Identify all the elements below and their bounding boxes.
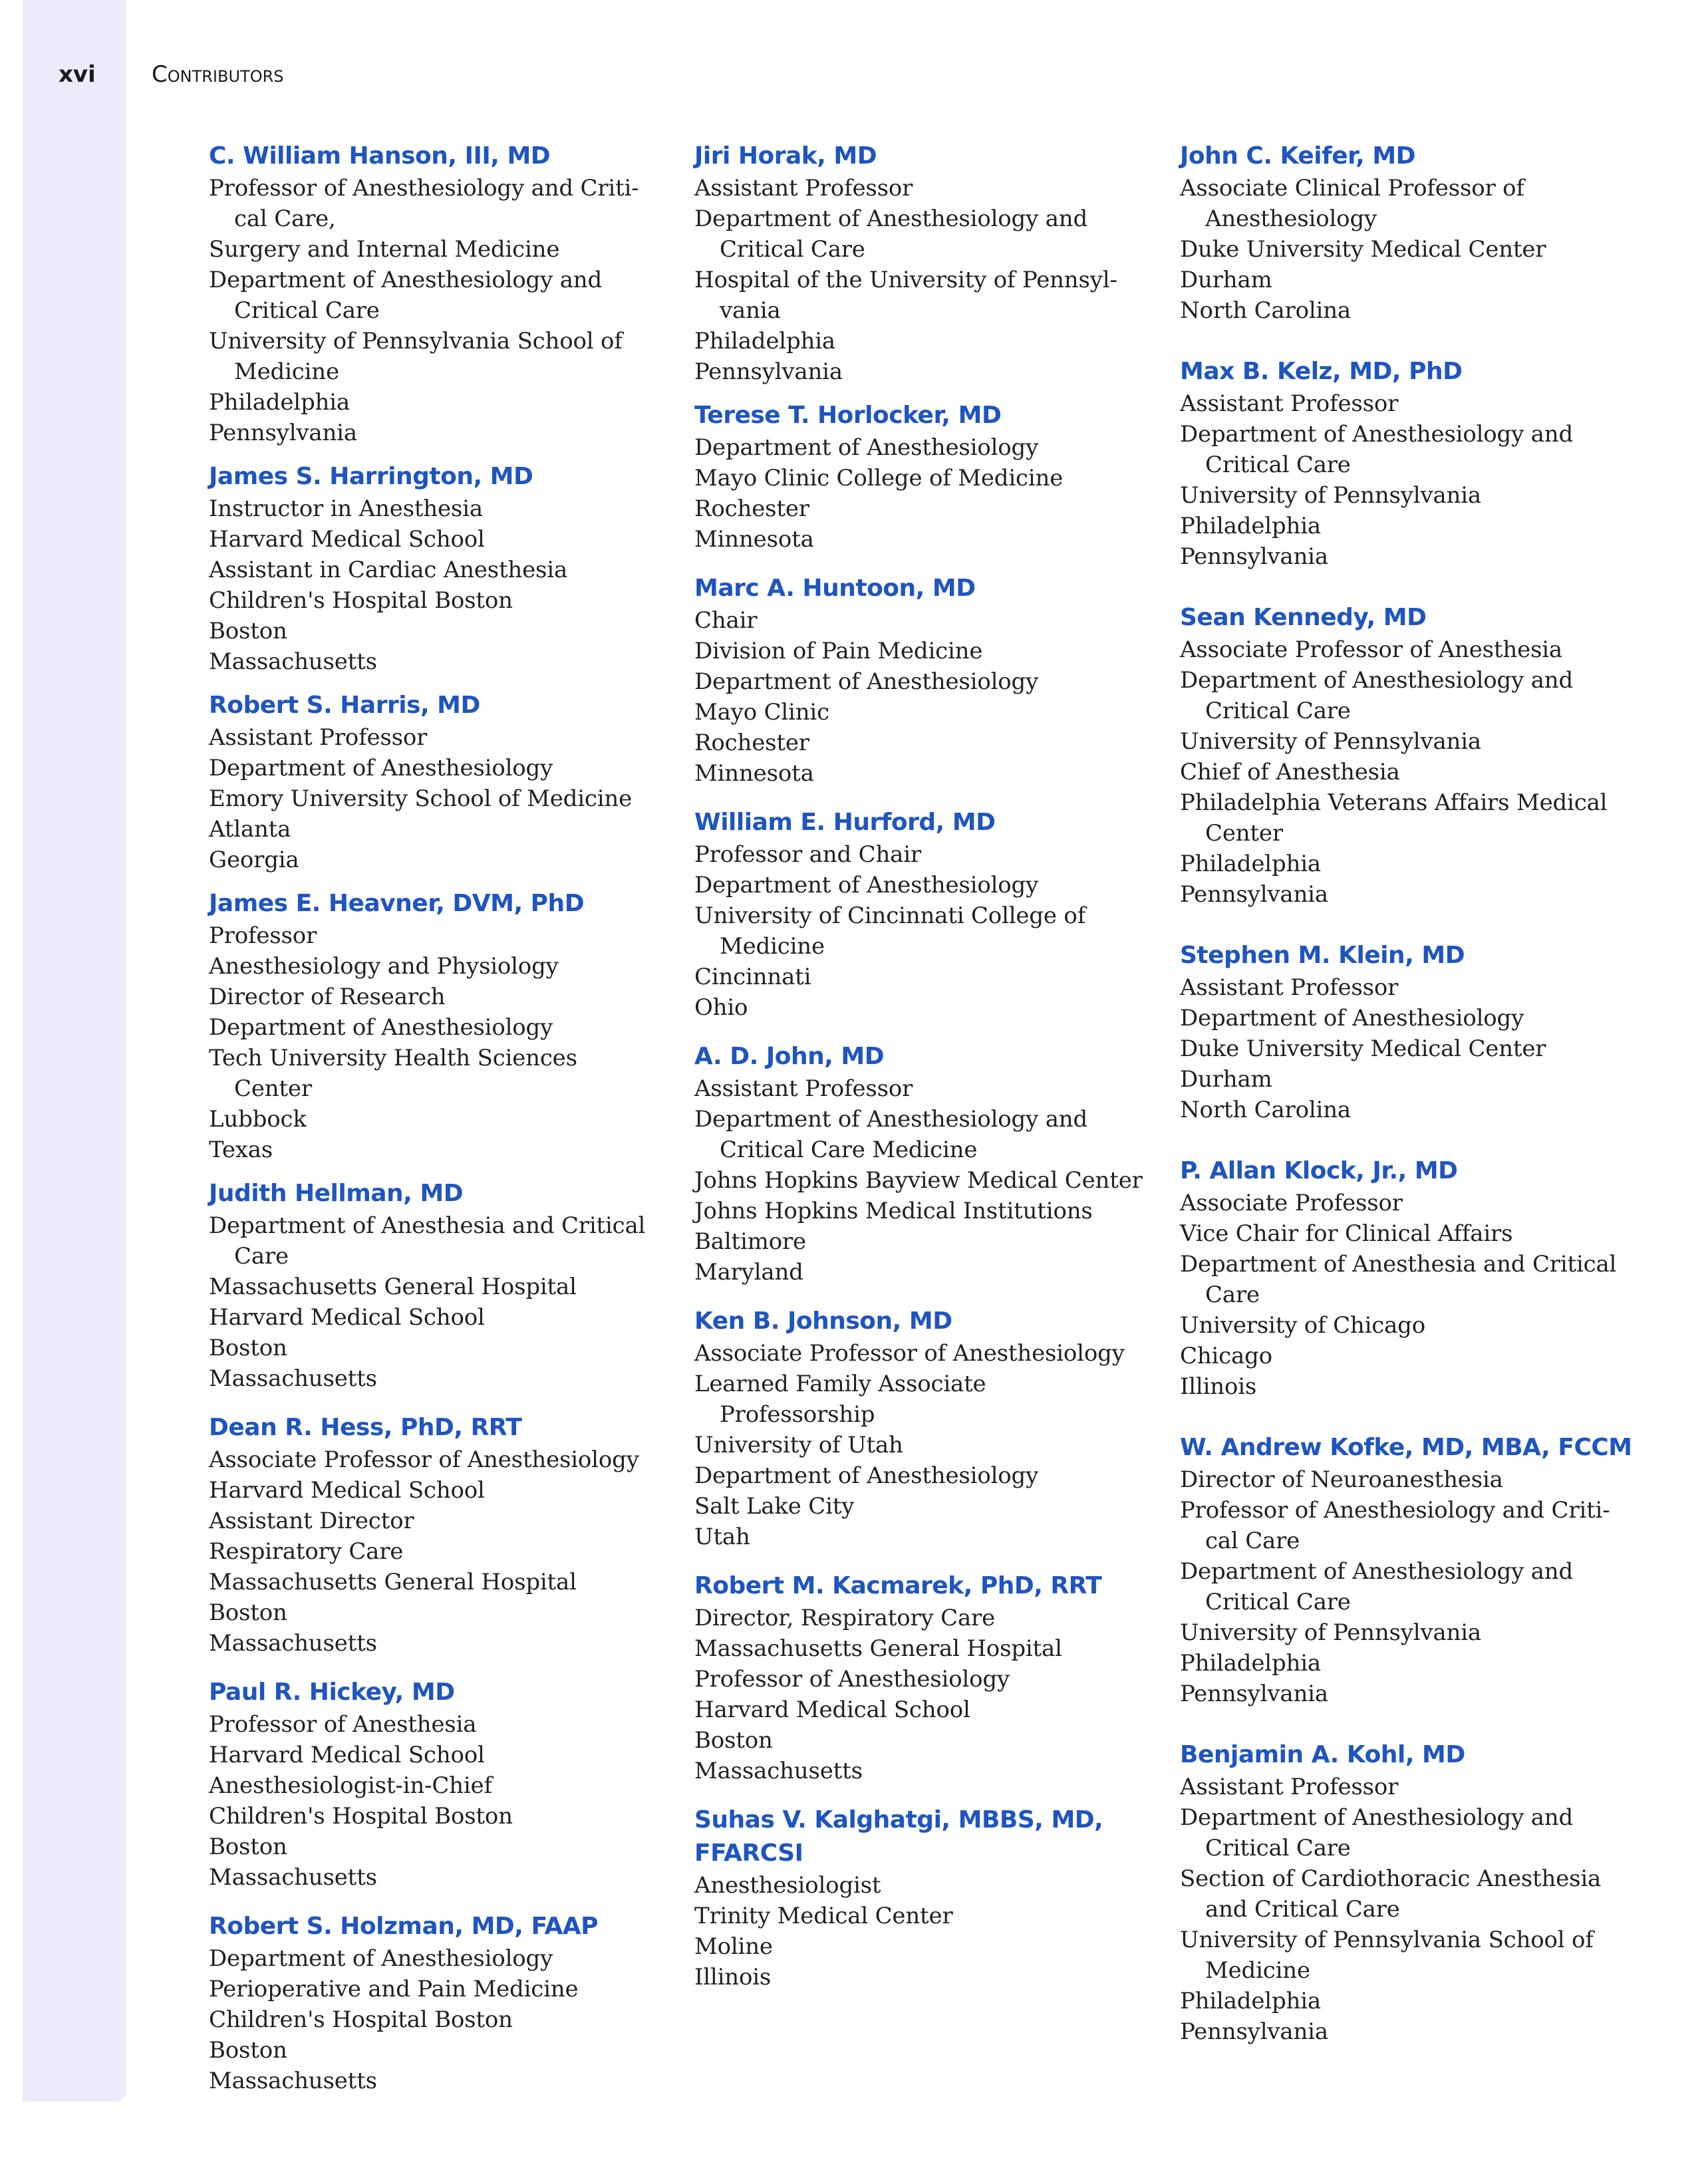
affiliation-line: Boston: [209, 1834, 287, 1860]
affiliation-line: Pennsylvania: [1180, 1681, 1328, 1707]
contributor-entry: [694, 1305, 1147, 1552]
contributor-name: Marc A. Huntoon, MD: [694, 575, 976, 602]
affiliation-line: Duke University Medical Center: [1180, 1035, 1546, 1062]
contributor-name: Benjamin A. Kohl, MD: [1180, 1741, 1465, 1768]
affiliation-line: Department of Anesthesia and Critical Care: [1180, 1251, 1617, 1308]
contributor-name: Jiri Horak, MD: [694, 142, 877, 170]
affiliation-line: Assistant in Cardiac Anesthesia: [209, 557, 568, 583]
affiliation-line: Chicago: [1180, 1343, 1272, 1369]
contributor-name: P. Allan Klock, Jr., MD: [1180, 1157, 1458, 1184]
affiliation-line: Tech University Health Sciences Center: [209, 1045, 577, 1102]
contributor-entry: [1180, 1431, 1632, 1709]
contributor-name: Max B. Kelz, MD, PhD: [1180, 358, 1463, 385]
contributor-name: James E. Heavner, DVM, PhD: [209, 890, 585, 917]
affiliation-line: Harvard Medical School: [209, 1742, 485, 1768]
affiliation-line: Assistant Professor: [1180, 974, 1399, 1001]
affiliation-line: Harvard Medical School: [209, 1477, 485, 1504]
affiliation-line: Assistant Professor: [209, 724, 428, 751]
affiliation-line: Children's Hospital Boston: [209, 587, 513, 614]
affiliation-line: Department of Anesthesiology and Critical Care: [1180, 421, 1574, 478]
affiliation-line: Assistant Professor: [1180, 1774, 1399, 1800]
affiliation-line: Vice Chair for Clinical Affairs: [1180, 1220, 1513, 1247]
affiliation-line: Baltimore: [694, 1228, 806, 1255]
affiliation-line: Philadelphia: [1180, 1988, 1321, 2014]
page-number: xvi: [59, 61, 96, 88]
affiliation-line: Boston: [209, 618, 287, 644]
affiliation-line: Department of Anesthesiology and Critical Care: [1180, 1804, 1574, 1861]
affiliation-line: Massachusetts General Hospital: [209, 1569, 577, 1595]
affiliation-line: University of Pennsylvania School of Medicine: [1180, 1927, 1594, 1984]
contributor-entry: [1180, 355, 1632, 572]
affiliation-line: Durham: [1180, 267, 1272, 293]
contributor-name: Sean Kennedy, MD: [1180, 604, 1427, 631]
affiliation-line: Pennsylvania: [1180, 2018, 1328, 2045]
affiliation-line: Director of Neuroanesthesia: [1180, 1466, 1503, 1493]
affiliation-line: Boston: [209, 2037, 287, 2064]
affiliation-line: Anesthesiology and Physiology: [209, 953, 559, 980]
affiliation-line: Department of Anesthesiology: [209, 755, 553, 781]
affiliation-line: Cincinnati: [694, 964, 811, 990]
affiliation-line: Mayo Clinic College of Medicine: [694, 465, 1064, 491]
affiliation-line: Philadelphia: [1180, 513, 1321, 539]
contributor-entry: [209, 460, 661, 677]
affiliation-line: Professor: [209, 922, 317, 949]
contributor-entry: [1180, 601, 1632, 910]
affiliation-line: Anesthesiologist: [694, 1872, 881, 1899]
affiliation-line: Department of Anesthesiology and Critical Care: [694, 205, 1088, 263]
affiliation-line: Texas: [209, 1137, 273, 1163]
affiliation-line: University of Chicago: [1180, 1312, 1426, 1339]
affiliation-line: Boston: [694, 1727, 773, 1754]
contributor-entry: [1180, 939, 1632, 1125]
affiliation-line: Minnesota: [694, 526, 814, 553]
contributor-column-2: [694, 140, 1147, 1992]
affiliation-line: Professor of Anesthesiology and Criti-cal Care,: [209, 175, 639, 232]
affiliation-line: Philadelphia: [694, 328, 835, 354]
contributor-name: William E. Hurford, MD: [694, 809, 996, 836]
affiliation-line: Division of Pain Medicine: [694, 638, 983, 664]
affiliation-line: Associate Professor: [1180, 1190, 1403, 1216]
affiliation-line: Assistant Director: [209, 1508, 414, 1534]
affiliation-line: University of Pennsylvania: [1180, 728, 1481, 755]
contributor-name: Ken B. Johnson, MD: [694, 1307, 952, 1335]
affiliation-line: Harvard Medical School: [694, 1697, 970, 1723]
affiliation-line: Associate Professor of Anesthesiology: [209, 1446, 639, 1473]
affiliation-line: Associate Professor of Anesthesia: [1180, 636, 1562, 663]
affiliation-line: Chief of Anesthesia: [1180, 759, 1400, 785]
contributor-name: W. Andrew Kofke, MD, MBA, FCCM: [1180, 1434, 1632, 1461]
contributor-entry: [1180, 1155, 1632, 1402]
affiliation-line: University of Pennsylvania: [1180, 482, 1481, 509]
contributor-column-3: [1180, 140, 1632, 2047]
affiliation-line: Pennsylvania: [1180, 881, 1328, 908]
contributor-name: John C. Keifer, MD: [1180, 142, 1416, 170]
affiliation-line: Pennsylvania: [1180, 543, 1328, 570]
affiliation-line: University of Utah: [694, 1432, 903, 1458]
affiliation-line: Director, Respiratory Care: [694, 1605, 996, 1631]
affiliation-line: Chair: [694, 607, 758, 634]
affiliation-line: Department of Anesthesiology: [694, 434, 1039, 461]
affiliation-line: Mayo Clinic: [694, 699, 829, 726]
contributor-entry: [209, 1910, 661, 2096]
affiliation-line: Trinity Medical Center: [694, 1903, 953, 1929]
affiliation-line: Emory University School of Medicine: [209, 785, 633, 812]
contributor-name: C. William Hanson, III, MD: [209, 142, 551, 170]
affiliation-line: Professor of Anesthesia: [209, 1711, 477, 1738]
affiliation-line: Assistant Professor: [1180, 390, 1399, 417]
affiliation-line: Department of Anesthesiology and Critical Care Medicine: [694, 1106, 1088, 1163]
affiliation-line: Philadelphia: [209, 389, 350, 416]
affiliation-line: Rochester: [694, 730, 809, 756]
affiliation-line: Moline: [694, 1933, 773, 1960]
contributor-entry: [694, 1040, 1147, 1288]
affiliation-line: Salt Lake City: [694, 1493, 855, 1520]
affiliation-line: Massachusetts: [209, 2068, 377, 2094]
affiliation-line: Johns Hopkins Bayview Medical Center: [694, 1167, 1143, 1194]
affiliation-line: Professor of Anesthesiology: [694, 1666, 1010, 1693]
affiliation-line: Johns Hopkins Medical Institutions: [694, 1198, 1093, 1224]
affiliation-line: Surgery and Internal Medicine: [209, 236, 560, 263]
affiliation-line: Harvard Medical School: [209, 1304, 485, 1331]
affiliation-line: Department of Anesthesiology: [209, 1014, 553, 1041]
contributor-entry: [694, 1570, 1147, 1786]
affiliation-line: Department of Anesthesiology and Critical Care: [1180, 1558, 1574, 1615]
affiliation-line: Illinois: [1180, 1373, 1257, 1400]
affiliation-line: Boston: [209, 1599, 287, 1626]
affiliation-line: Duke University Medical Center: [1180, 236, 1546, 263]
affiliation-line: Department of Anesthesiology: [694, 872, 1039, 898]
contributor-entry: [694, 399, 1147, 555]
affiliation-line: Assistant Professor: [694, 175, 913, 202]
affiliation-line: Utah: [694, 1524, 750, 1550]
affiliation-line: Philadelphia: [1180, 851, 1321, 877]
contributor-entry: [209, 1177, 661, 1394]
affiliation-line: Hospital of the University of Pennsyl-vania: [694, 267, 1117, 324]
affiliation-line: Philadelphia: [1180, 1650, 1321, 1677]
contributor-entry: [694, 806, 1147, 1023]
contributor-entry: [209, 1411, 661, 1659]
affiliation-line: Director of Research: [209, 984, 446, 1010]
affiliation-line: Department of Anesthesiology: [694, 1462, 1039, 1489]
contributor-name: James S. Harrington, MD: [209, 463, 533, 490]
affiliation-line: Minnesota: [694, 760, 814, 787]
contributor-name: Robert S. Harris, MD: [209, 692, 480, 719]
side-band: [23, 0, 126, 2102]
contributor-name: Stephen M. Klein, MD: [1180, 942, 1465, 969]
affiliation-line: Children's Hospital Boston: [209, 2006, 513, 2033]
contributor-entry: [694, 1804, 1147, 1992]
affiliation-line: Illinois: [694, 1964, 772, 1990]
affiliation-line: Pennsylvania: [209, 420, 357, 446]
affiliation-line: Massachusetts: [694, 1758, 863, 1784]
contributor-entry: [1180, 1738, 1632, 2047]
affiliation-line: Anesthesiologist-in-Chief: [209, 1772, 492, 1799]
affiliation-line: Rochester: [694, 495, 809, 522]
affiliation-line: Department of Anesthesiology and Critical Care: [1180, 667, 1574, 724]
contributor-entry: [209, 689, 661, 875]
contributor-name: Paul R. Hickey, MD: [209, 1679, 455, 1706]
affiliation-line: Harvard Medical School: [209, 526, 485, 553]
contributor-entry: [694, 140, 1147, 387]
affiliation-line: Department of Anesthesiology and Critical Care: [209, 267, 603, 324]
affiliation-line: Children's Hospital Boston: [209, 1803, 513, 1830]
affiliation-line: Georgia: [209, 847, 299, 873]
affiliation-line: Section of Cardiothoracic Anesthesia and Critical Care: [1180, 1865, 1602, 1923]
contributor-name: Robert M. Kacmarek, PhD, RRT: [694, 1572, 1102, 1599]
affiliation-line: Associate Clinical Professor of Anesthesiology: [1180, 175, 1524, 232]
affiliation-line: Philadelphia Veterans Affairs Medical Center: [1180, 789, 1608, 847]
affiliation-line: Lubbock: [209, 1106, 307, 1133]
affiliation-line: Atlanta: [209, 816, 291, 843]
contributor-column-1: [209, 140, 661, 2096]
affiliation-line: Boston: [209, 1335, 287, 1361]
affiliation-line: Instructor in Anesthesia: [209, 495, 483, 522]
affiliation-line: Massachusetts General Hospital: [694, 1635, 1062, 1662]
affiliation-line: University of Cincinnati College of Medicine: [694, 902, 1086, 960]
affiliation-line: North Carolina: [1180, 297, 1351, 324]
affiliation-line: Respiratory Care: [209, 1538, 404, 1565]
affiliation-line: University of Pennsylvania School of Medicine: [209, 328, 623, 385]
affiliation-line: Professor of Anesthesiology and Criti-cal Care: [1180, 1497, 1610, 1554]
affiliation-line: Massachusetts: [209, 1864, 377, 1891]
affiliation-line: Maryland: [694, 1259, 803, 1286]
affiliation-line: Learned Family Associate Professorship: [694, 1371, 986, 1428]
affiliation-line: Department of Anesthesiology: [209, 1945, 553, 1972]
affiliation-line: Massachusetts: [209, 1365, 377, 1392]
affiliation-line: North Carolina: [1180, 1097, 1351, 1123]
affiliation-line: Department of Anesthesiology: [1180, 1005, 1524, 1031]
contributor-name: Suhas V. Kalghatgi, MBBS, MD, FFARCSI: [694, 1806, 1103, 1867]
affiliation-line: Professor and Chair: [694, 841, 921, 868]
contributor-name: Judith Hellman, MD: [209, 1180, 464, 1207]
contributor-name: Dean R. Hess, PhD, RRT: [209, 1414, 522, 1441]
contributor-name: A. D. John, MD: [694, 1043, 885, 1070]
affiliation-line: Department of Anesthesiology: [694, 668, 1039, 695]
running-head: Contributors: [152, 61, 284, 88]
affiliation-line: Massachusetts General Hospital: [209, 1274, 577, 1300]
affiliation-line: Massachusetts: [209, 1630, 377, 1657]
affiliation-line: Pennsylvania: [694, 358, 843, 385]
affiliation-line: Assistant Professor: [694, 1075, 913, 1102]
contributor-entry: [1180, 140, 1632, 326]
affiliation-line: Massachusetts: [209, 648, 377, 675]
affiliation-line: University of Pennsylvania: [1180, 1619, 1481, 1646]
contributor-entry: [209, 140, 661, 448]
affiliation-line: Department of Anesthesia and Critical Care: [209, 1212, 646, 1270]
contributor-entry: [209, 1676, 661, 1893]
affiliation-line: Perioperative and Pain Medicine: [209, 1976, 579, 2002]
contributor-name: Terese T. Horlocker, MD: [694, 402, 1002, 429]
affiliation-line: Associate Professor of Anesthesiology: [694, 1340, 1125, 1367]
contributor-entry: [209, 887, 661, 1165]
affiliation-line: Durham: [1180, 1066, 1272, 1093]
affiliation-line: Ohio: [694, 994, 748, 1021]
contributor-name: Robert S. Holzman, MD, FAAP: [209, 1913, 599, 1940]
contributor-entry: [694, 572, 1147, 789]
